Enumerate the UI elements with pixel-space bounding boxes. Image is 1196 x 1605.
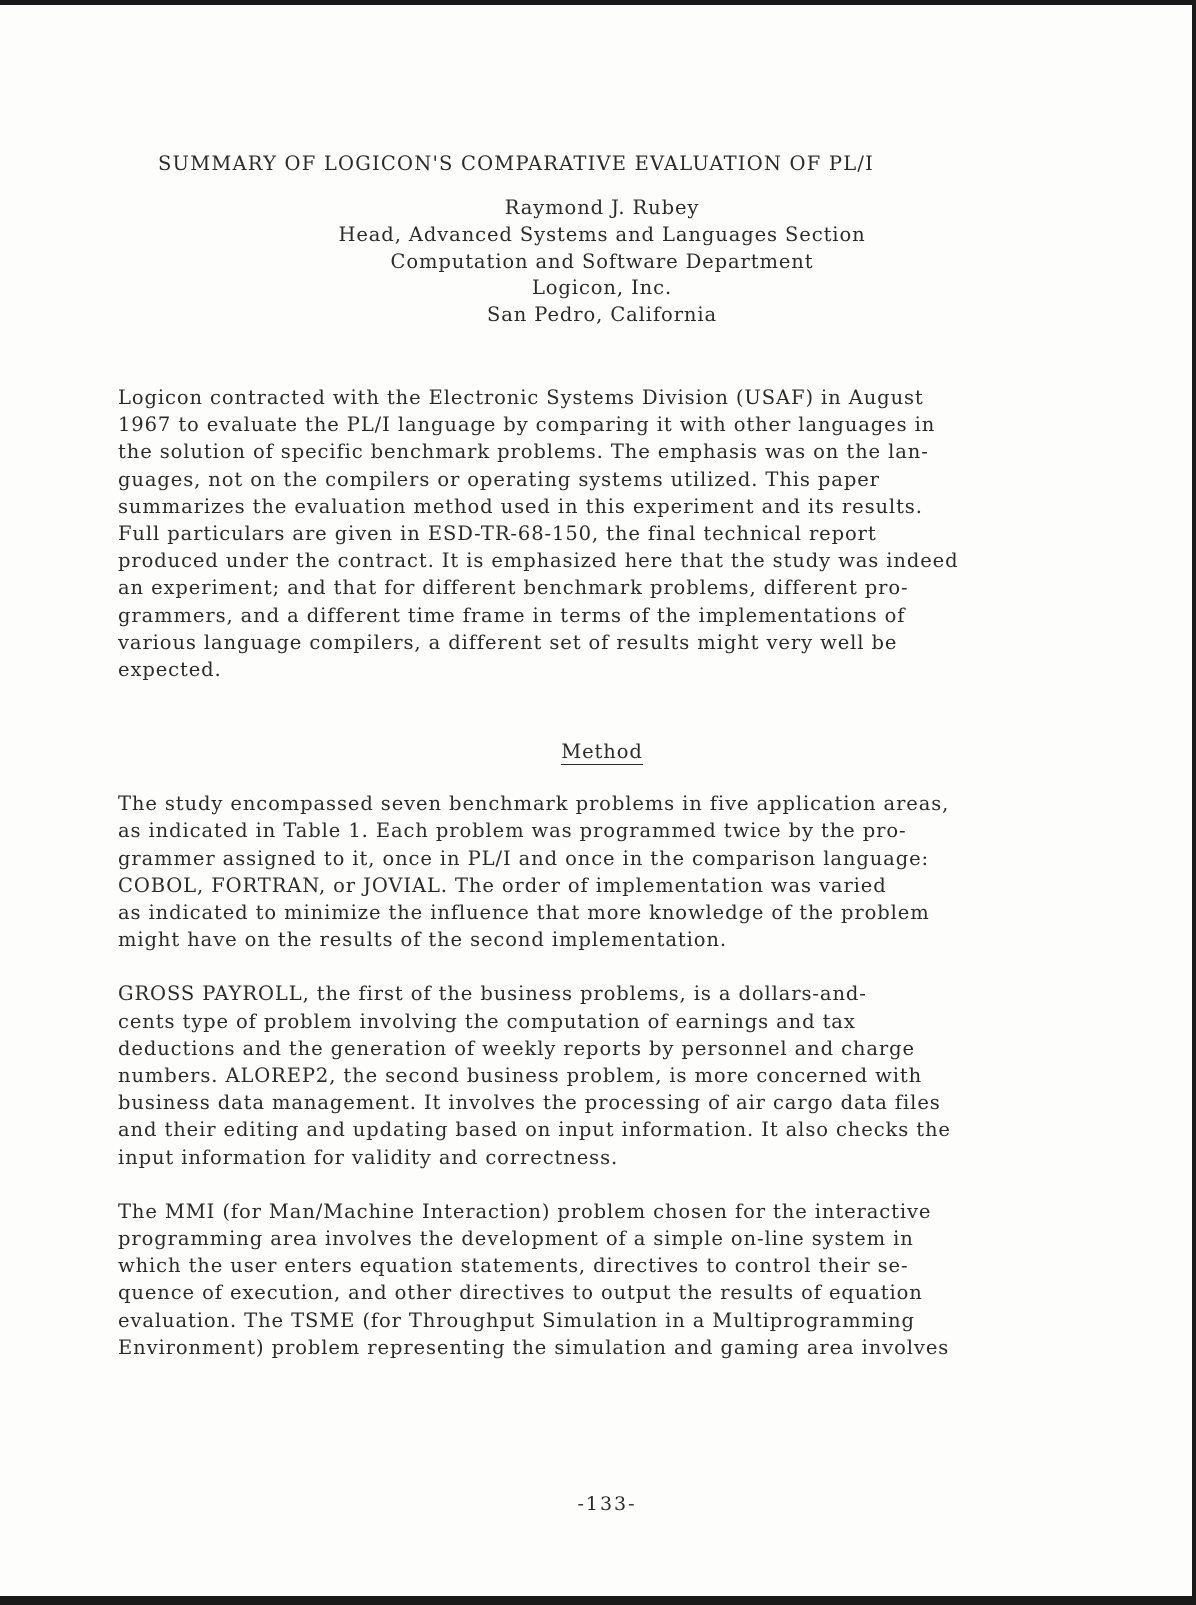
payroll-line: deductions and the generation of weekly reports by personnel and charge [118, 1036, 915, 1060]
payroll-line: and their editing and updating based on input information. It also checks the [118, 1118, 951, 1142]
author-department: Computation and Software Department [390, 249, 814, 273]
author-name: Raymond J. Rubey [504, 196, 700, 219]
intro-line: grammers, and a different time frame in terms of the implementations of [118, 603, 906, 627]
document-title: SUMMARY OF LOGICON'S COMPARATIVE EVALUATION OF PL/I [158, 152, 875, 175]
scan-edge-bottom [0, 1596, 1196, 1605]
author-organization: Logicon, Inc. [531, 276, 673, 300]
author-location: San Pedro, California [486, 303, 718, 327]
mmi-paragraph [118, 1198, 1068, 1361]
intro-line: 1967 to evaluate the PL/I language by comparing it with other languages in [118, 413, 936, 437]
document-body [118, 150, 1068, 1361]
intro-paragraph [118, 384, 1068, 683]
mmi-line: evaluation. The TSME (for Throughput Simulation in a Multiprogramming [118, 1308, 915, 1332]
method-line: as indicated in Table 1. Each problem was programmed twice by the pro- [118, 819, 907, 843]
method-line: COBOL, FORTRAN, or JOVIAL. The order of implementation was varied [118, 873, 887, 897]
method-line: grammer assigned to it, once in PL/I and once in the comparison language: [118, 846, 930, 870]
mmi-line: The MMI (for Man/Machine Interaction) problem chosen for the interactive [118, 1199, 932, 1223]
payroll-paragraph [118, 980, 1068, 1170]
intro-line: guages, not on the compilers or operating systems utilized. This paper [118, 467, 880, 491]
mmi-line: which the user enters equation statements, directives to control their se- [118, 1254, 909, 1278]
intro-line: produced under the contract. It is emphasized here that the study was indeed [118, 549, 959, 573]
scan-edge-right [1192, 0, 1196, 1605]
payroll-line: GROSS PAYROLL, the first of the business problems, is a dollars-and- [118, 982, 867, 1006]
mmi-line: quence of execution, and other directives to output the results of equation [118, 1281, 923, 1305]
payroll-line: cents type of problem involving the computation of earnings and tax [118, 1009, 856, 1033]
intro-line: Logicon contracted with the Electronic Systems Division (USAF) in August [118, 385, 924, 409]
payroll-line: input information for validity and correctness. [118, 1145, 619, 1169]
intro-line: Full particulars are given in ESD-TR-68-150, the final technical report [118, 522, 877, 545]
payroll-line: numbers. ALOREP2, the second business problem, is more concerned with [118, 1064, 923, 1088]
method-line: as indicated to minimize the influence that more knowledge of the problem [118, 901, 930, 925]
author-block [118, 195, 1068, 329]
intro-line: summarizes the evaluation method used in this experiment and its results. [118, 494, 923, 518]
intro-line: the solution of specific benchmark problems. The emphasis was on the lan- [118, 440, 929, 464]
payroll-line: business data management. It involves the processing of air cargo data files [118, 1091, 941, 1115]
intro-line: an experiment; and that for different benchmark problems, different pro- [118, 576, 909, 600]
author-position: Head, Advanced Systems and Languages Section [338, 222, 866, 246]
page-number: -133- [577, 1493, 637, 1515]
method-line: might have on the results of the second implementation. [118, 928, 727, 952]
section-heading-method [118, 738, 1068, 765]
intro-line: expected. [118, 658, 222, 682]
section-heading-text: Method [561, 740, 643, 764]
scan-edge-top [0, 0, 1196, 5]
method-paragraph [118, 790, 1068, 953]
method-line: The study encompassed seven benchmark problems in five application areas, [118, 792, 950, 816]
mmi-line: programming area involves the development of a simple on-line system in [118, 1227, 914, 1251]
mmi-line: Environment) problem representing the simulation and gaming area involves [118, 1335, 950, 1359]
intro-line: various language compilers, a different set of results might very well be [118, 630, 898, 654]
